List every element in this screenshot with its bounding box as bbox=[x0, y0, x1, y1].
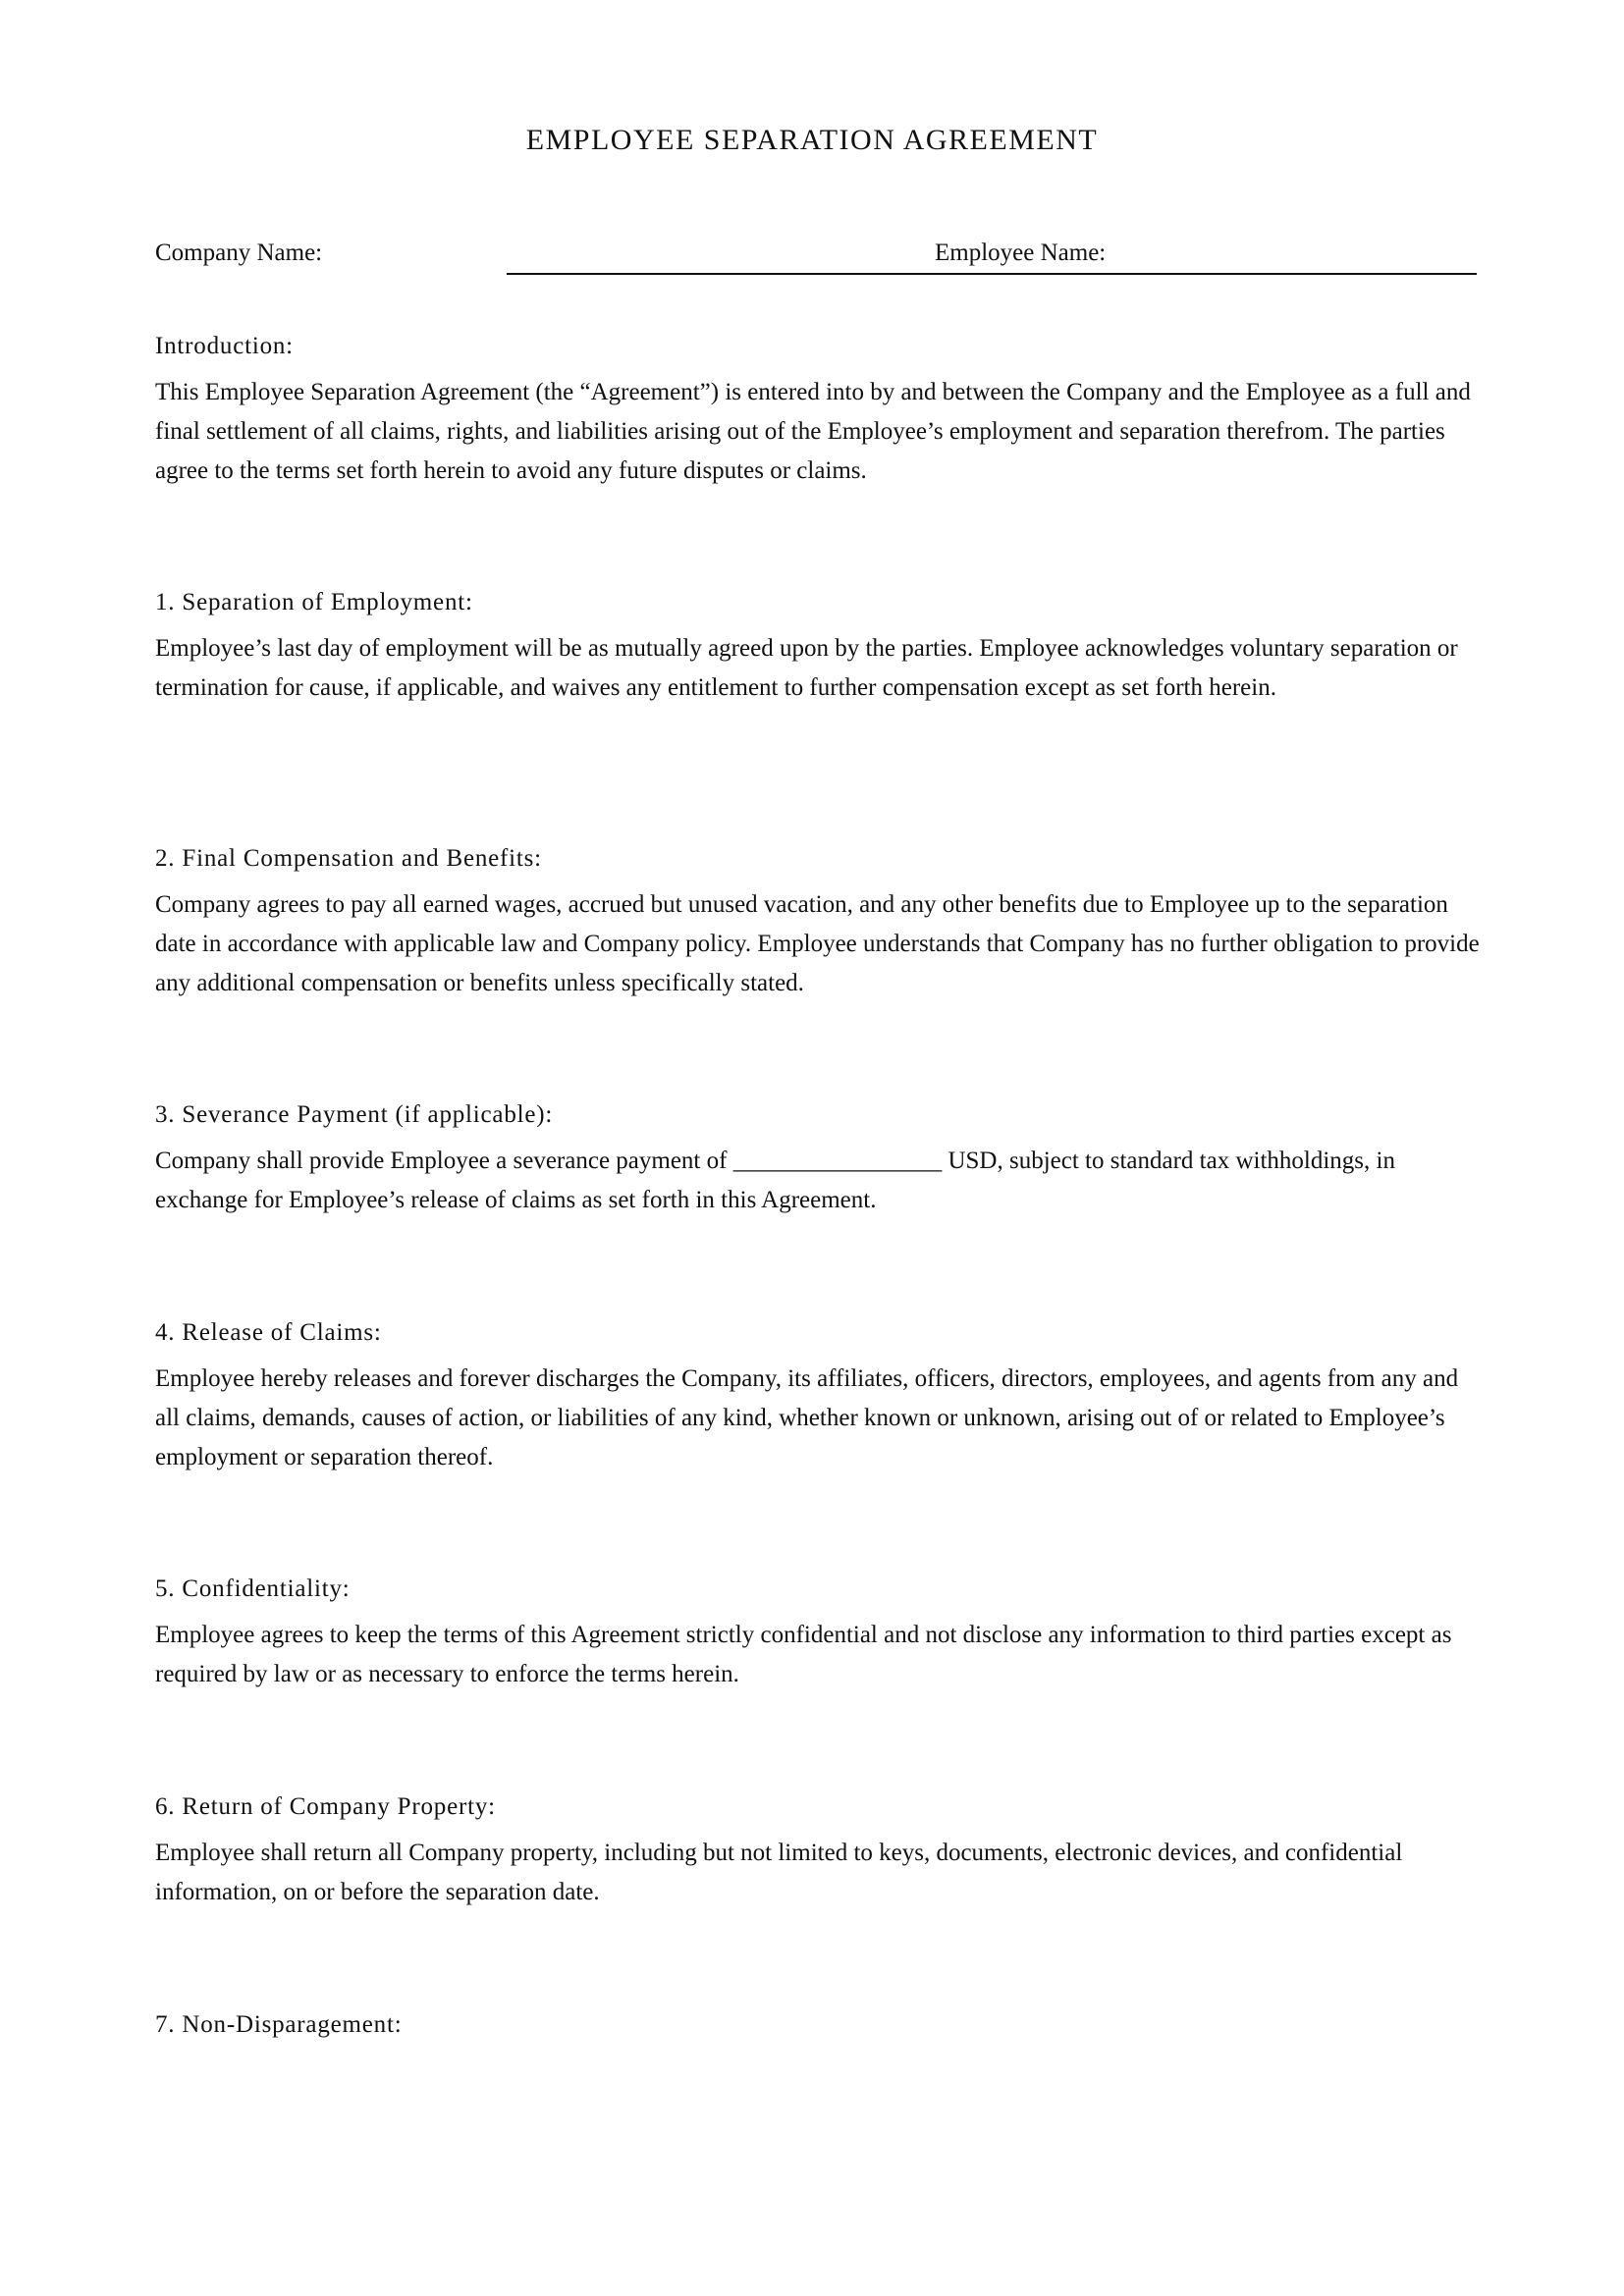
section-heading: 1. Separation of Employment: bbox=[155, 589, 473, 615]
section-release-of-claims bbox=[155, 1316, 1487, 1477]
section-heading: 6. Return of Company Property: bbox=[155, 1793, 496, 1820]
party-names-row bbox=[155, 240, 1477, 279]
section-body: Employee’s last day of employment will be as mutually agreed upon by the parties. Employee acknowledges voluntary separation or termination for cause, if applicable, and waives any entitlement to further compensation except as set forth herein. bbox=[155, 635, 1458, 701]
section-body: Company agrees to pay all earned wages, accrued but unused vacation, and any other benefits due to Employee up to the separation date in accordance with applicable law and Company policy. Employee understands that Company has no further obligation to provide any additional compensation or benefits unless specifically stated. bbox=[155, 891, 1480, 996]
section-final-compensation bbox=[155, 842, 1487, 1003]
section-confidentiality bbox=[155, 1573, 1487, 1694]
section-heading: 7. Non-Disparagement: bbox=[155, 2011, 403, 2038]
section-body: Employee hereby releases and forever discharges the Company, its affiliates, officers, directors, employees, and agents from any and all claims, demands, causes of action, or liabilities of any kind, whether known or unknown, arising out of or related to Employee’s employment or separation thereof. bbox=[155, 1365, 1459, 1470]
section-heading: 4. Release of Claims: bbox=[155, 1319, 382, 1346]
section-heading: Introduction: bbox=[155, 333, 294, 359]
section-introduction bbox=[155, 330, 1487, 491]
section-severance-payment bbox=[155, 1098, 1487, 1220]
section-non-disparagement bbox=[155, 2008, 1487, 2052]
section-heading: 5. Confidentiality: bbox=[155, 1575, 351, 1602]
employee-name-label: Employee Name: bbox=[935, 240, 1107, 266]
document-title: EMPLOYEE SEPARATION AGREEMENT bbox=[525, 124, 1099, 156]
section-body: Company shall provide Employee a severance payment of _________________ USD, subject to standard tax withholdings, in exchange for Employee’s release of claims as set forth in this Agreement. bbox=[155, 1148, 1395, 1213]
section-heading: 3. Severance Payment (if applicable): bbox=[155, 1101, 554, 1128]
section-body: Employee shall return all Company property, including but not limited to keys, documents, electronic devices, and confidential information, on or before the separation date. bbox=[155, 1840, 1403, 1905]
section-separation-of-employment bbox=[155, 586, 1487, 708]
section-heading: 2. Final Compensation and Benefits: bbox=[155, 845, 542, 872]
section-return-of-property bbox=[155, 1790, 1487, 1912]
section-body: Employee agrees to keep the terms of this Agreement strictly confidential and not disclose any information to third parties except as required by law or as necessary to enforce the terms herein. bbox=[155, 1622, 1452, 1687]
section-body: This Employee Separation Agreement (the “Agreement”) is entered into by and between the Company and the Employee as a full and final settlement of all claims, rights, and liabilities arising out of the Employee’s employment and separation therefrom. The parties agree to the terms set forth herein to avoid any future disputes or claims. bbox=[155, 379, 1471, 484]
company-name-label: Company Name: bbox=[155, 240, 323, 266]
name-fill-line bbox=[507, 273, 1477, 275]
